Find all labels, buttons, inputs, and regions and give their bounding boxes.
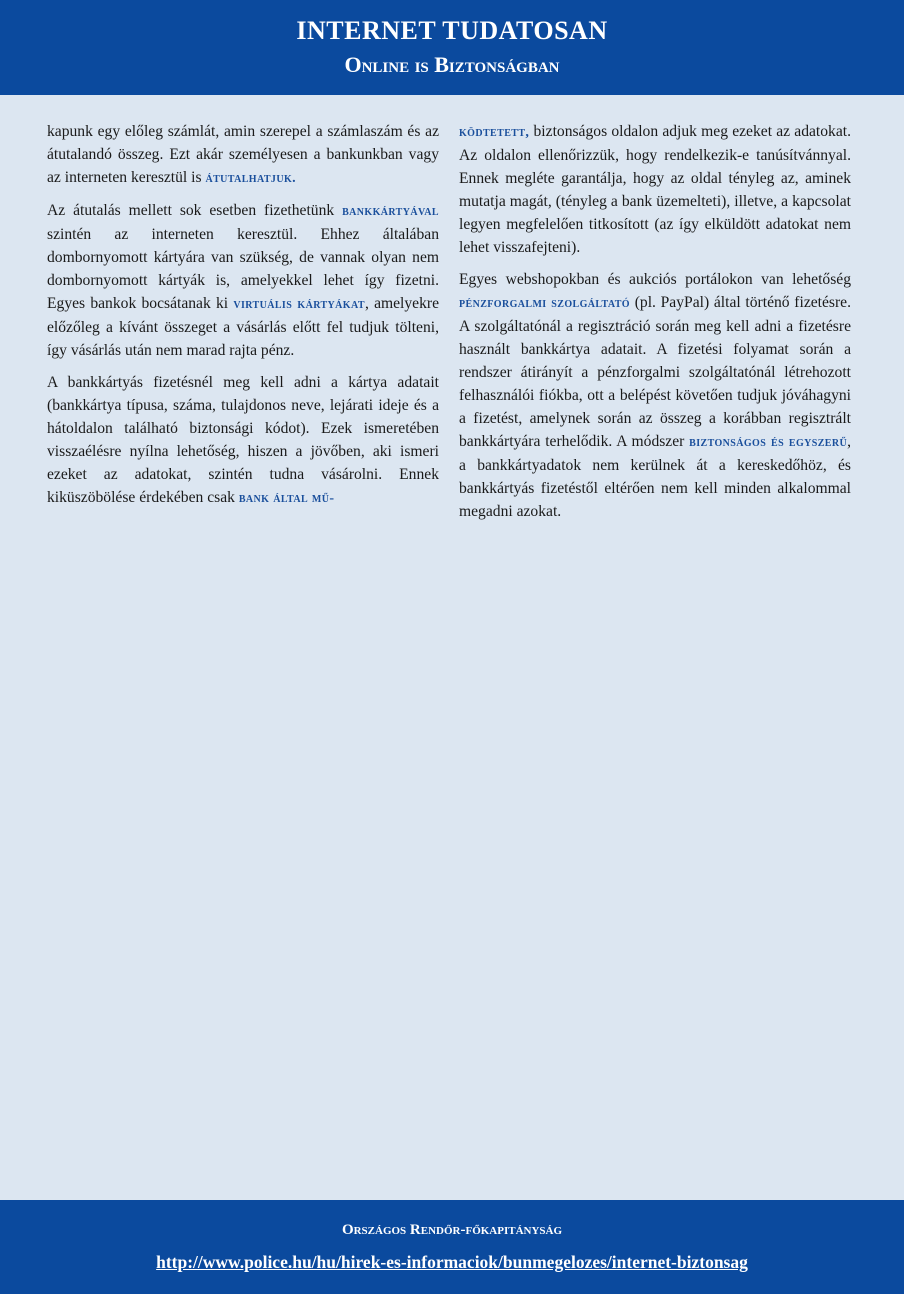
paragraph [459,268,851,523]
column-right [459,120,851,532]
paragraph [459,120,851,259]
highlighted-term: virtuális kártyákat [233,297,365,312]
footer-banner [0,1200,904,1294]
paragraph-text: kapunk egy előleg számlát, amin szerepel a számlaszám és az átutalandó összeg. Ezt akár személyesen a bankunkban vagy az interneten keresztül is [47,123,439,186]
highlighted-term: ködtetett, [459,125,530,140]
footer-organization: Országos Rendőr-főkapitányság [341,1222,563,1238]
paragraph [47,371,439,510]
paragraph-text: , amelyekre előzőleg a kívánt összeget a vásárlás előtt fel tudjuk tölteni, így vásárlás után nem marad rajta pénz. [47,295,440,359]
paragraph [47,199,439,362]
paragraph-text: Egyes webshopokban és aukciós portálokon van lehetőség [459,271,851,288]
paragraph-text: szintén az interneten keresztül. Ehhez általában dombornyomott kártyára van szükség, de vannak olyan nem dombornyomott kártyák is, amelyekkel lehet így fizetni. Egyes bankok bocsátanak ki [47,226,439,312]
paragraph-text: A bankkártyás fizetésnél meg kell adni a kártya adatait (bankkártya típusa, száma, tulajdonos neve, lejárati ideje és a hátoldalon található biztonsági kódot). Ezek ismeretében visszaélésre nyílna lehetőség, hiszen a jövőben, aki ismeri ezeket az adatokat, szintén tudna vásárolni. Ennek kiküszöbölése érdekében csak [47,374,439,506]
page-subtitle: Online is Biztonságban [344,52,560,77]
highlighted-term: átutalhatjuk. [205,171,297,186]
highlighted-term: bankkártyával [342,204,439,219]
column-left [47,120,439,532]
highlighted-term: biztonságos és egyszerű [689,435,848,450]
paragraph-text: biztonságos oldalon adjuk meg ezeket az adatokat. Az oldalon ellenőrizzük, hogy rendelkezik-e tanúsítvánnyal. Ennek megléte garantálja, hogy az oldal tényleg az, aminek mutatja magát, (tényleg a bank üzemelteti), illetve, a kapcsolat legyen megfelelően titkosított (az így elküldött adatokat nem lehet visszafejteni). [459,123,851,256]
highlighted-term: bank által mű- [238,491,335,506]
article-body [47,120,851,532]
page-title: INTERNET TUDATOSAN [296,16,608,45]
paragraph-text: (pl. PayPal) által történő fizetésre. A szolgáltatónál a regisztráció során meg kell adni a fizetésre használt bankkártya adatait. A fizetési folyamat során a rendszer átirányít a pénzforgalmi szolgáltatónál létrehozott felhasználói fiókba, ott a belépést követően tudjuk jóváhagyni a fizetést, amelynek során az összeg a korábban regisztrált bankkártyára terhelődik. A módszer [459,294,851,450]
highlighted-term: pénzforgalmi szolgáltató [459,296,630,311]
header-banner [0,0,904,95]
paragraph-text: Az átutalás mellett sok esetben fizethetünk [47,202,343,219]
paragraph [47,120,439,190]
footer-link[interactable]: http://www.police.hu/hu/hirek-es-informaciok/bunmegelozes/internet-biztonsag [156,1252,748,1272]
paragraph-text: , a bankkártyadatok nem kerülnek át a kereskedőhöz, és bankkártyás fizetéstől eltérően nem kell minden alkalommal megadni azokat. [459,433,851,520]
